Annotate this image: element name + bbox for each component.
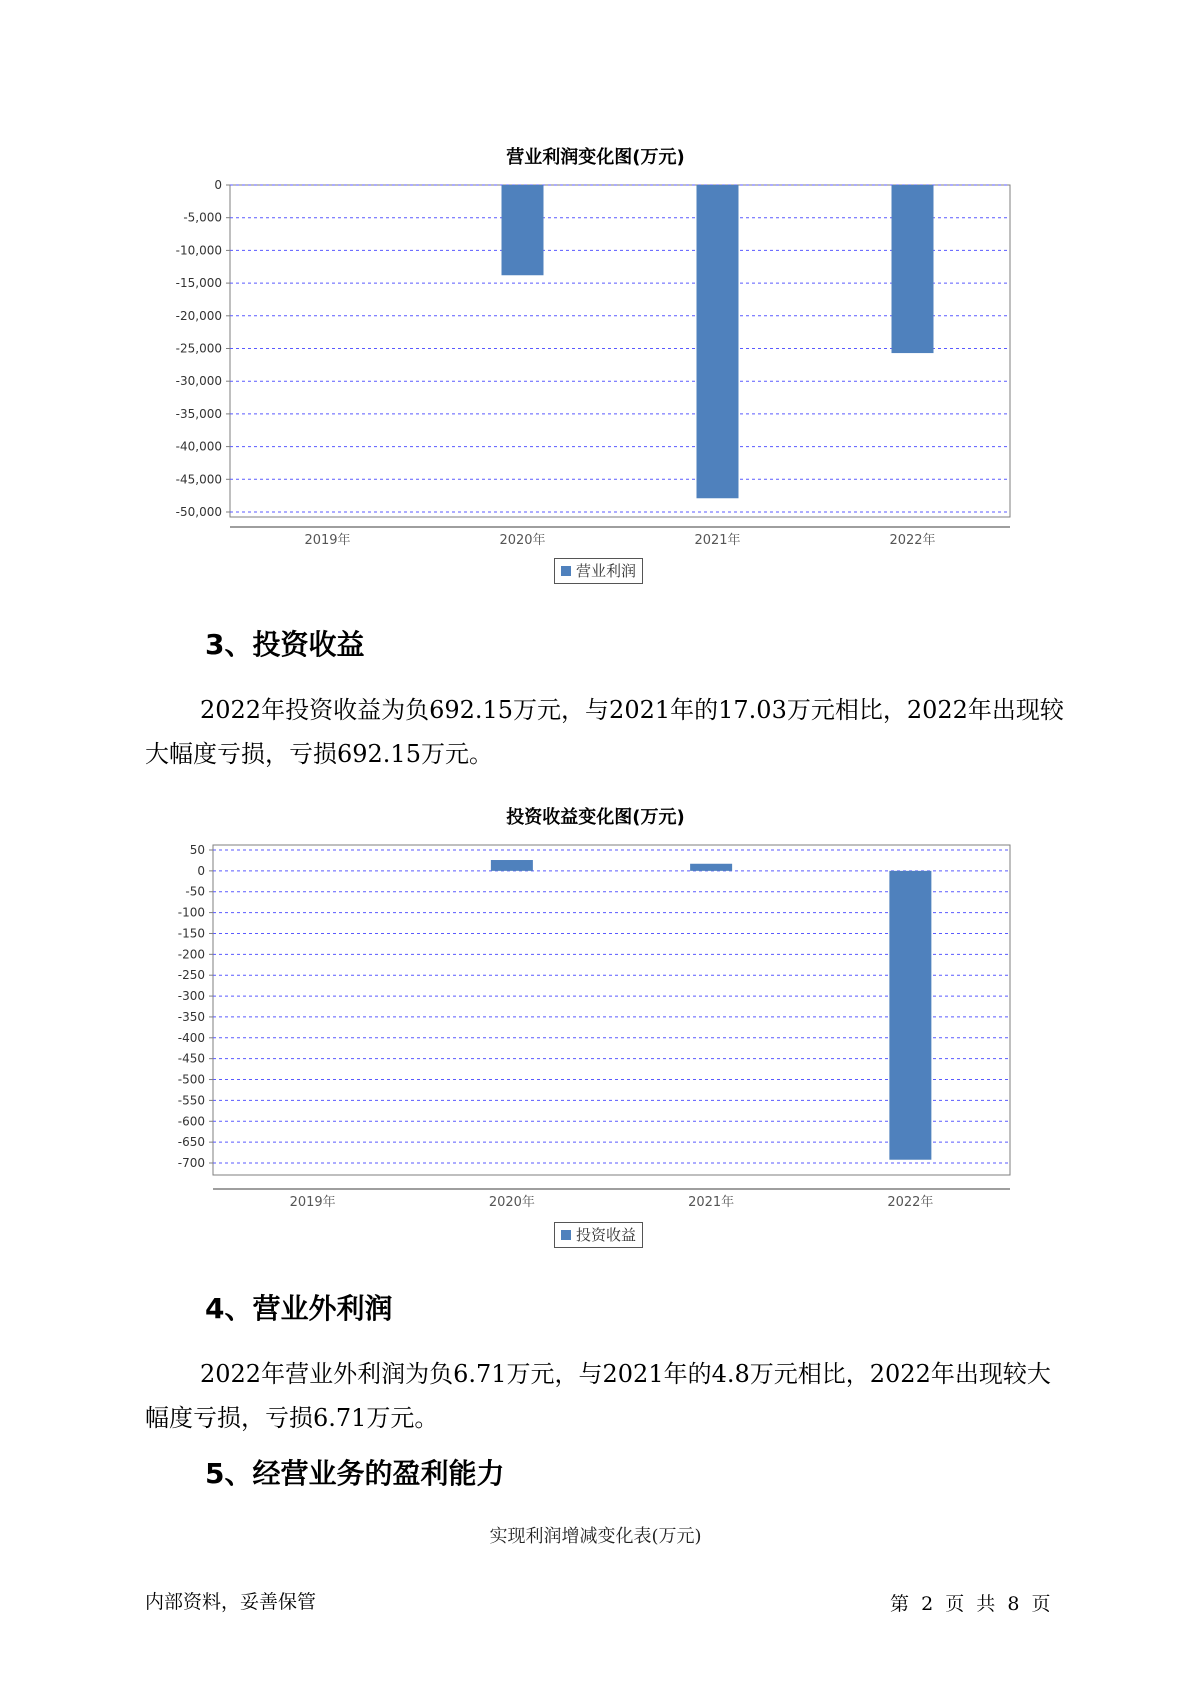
y-tick-label: -45,000 xyxy=(175,472,222,487)
x-tick-label: 2021年 xyxy=(694,533,741,548)
section-heading-5: 5、经营业务的盈利能力 xyxy=(205,1457,505,1490)
y-tick-label: -200 xyxy=(177,947,205,962)
legend-label: 营业利润 xyxy=(576,562,637,580)
page-mid: 页 共 xyxy=(945,1593,996,1615)
page-current: 2 xyxy=(921,1593,934,1615)
legend-investment-income xyxy=(554,1222,643,1248)
page-suffix: 页 xyxy=(1031,1593,1051,1615)
x-tick-label: 2021年 xyxy=(688,1195,735,1210)
y-tick-label: -600 xyxy=(177,1114,205,1129)
page-total: 8 xyxy=(1007,1593,1020,1615)
bar-2021年 xyxy=(690,864,732,871)
y-tick-label: -350 xyxy=(177,1009,205,1024)
section-heading-4: 4、营业外利润 xyxy=(205,1292,393,1325)
y-tick-label: -5,000 xyxy=(183,210,222,225)
y-tick-label: -300 xyxy=(177,989,205,1004)
footer-confidential-note: 内部资料，妥善保管 xyxy=(145,1591,317,1613)
y-tick-label: -650 xyxy=(177,1135,205,1150)
footer-page-number xyxy=(890,1589,1051,1616)
section-text-4: 2022年营业外利润为负6.71万元，与2021年的4.8万元相比，2022年出现较大幅度亏损，亏损6.71万元。 xyxy=(145,1360,1051,1432)
chart-title-operating-profit: 营业利润变化图(万元) xyxy=(506,147,685,168)
y-tick-label: -700 xyxy=(177,1156,205,1170)
y-tick-label: 0 xyxy=(197,863,205,878)
y-tick-label: 0 xyxy=(214,178,222,192)
bar-2022年 xyxy=(889,871,931,1160)
section-text-3: 2022年投资收益为负692.15万元，与2021年的17.03万元相比，2022年出现较大幅度亏损，亏损692.15万元。 xyxy=(145,696,1064,768)
y-tick-label: -500 xyxy=(177,1072,205,1087)
y-tick-label: -100 xyxy=(177,905,205,920)
y-tick-label: -15,000 xyxy=(175,276,222,291)
x-tick-label: 2022年 xyxy=(889,533,936,548)
legend-swatch-icon xyxy=(561,1230,571,1240)
y-tick-label: -10,000 xyxy=(175,243,222,258)
y-tick-label: -30,000 xyxy=(175,374,222,389)
y-tick-label: 50 xyxy=(189,843,205,857)
legend-label: 投资收益 xyxy=(576,1226,637,1244)
y-tick-label: -20,000 xyxy=(175,308,222,323)
chart-title-investment-income: 投资收益变化图(万元) xyxy=(506,807,685,828)
page-prefix: 第 xyxy=(890,1593,910,1615)
y-tick-label: -150 xyxy=(177,926,205,941)
section-heading-3: 3、投资收益 xyxy=(205,628,365,661)
x-tick-label: 2020年 xyxy=(499,533,546,548)
y-tick-label: -550 xyxy=(177,1093,205,1108)
x-tick-label: 2020年 xyxy=(488,1195,535,1210)
bar-2020年 xyxy=(491,860,533,871)
y-tick-label: -250 xyxy=(177,968,205,983)
x-tick-label: 2022年 xyxy=(887,1195,934,1210)
y-tick-label: -50,000 xyxy=(175,505,222,519)
y-tick-label: -35,000 xyxy=(175,406,222,421)
table-caption: 实现利润增减变化表(万元) xyxy=(489,1526,702,1547)
y-tick-label: -450 xyxy=(177,1051,205,1066)
y-tick-label: -400 xyxy=(177,1030,205,1045)
x-tick-label: 2019年 xyxy=(304,533,351,548)
x-tick-label: 2019年 xyxy=(289,1195,336,1210)
y-tick-label: -50 xyxy=(185,884,205,899)
y-tick-label: -25,000 xyxy=(175,341,222,356)
y-tick-label: -40,000 xyxy=(175,439,222,454)
